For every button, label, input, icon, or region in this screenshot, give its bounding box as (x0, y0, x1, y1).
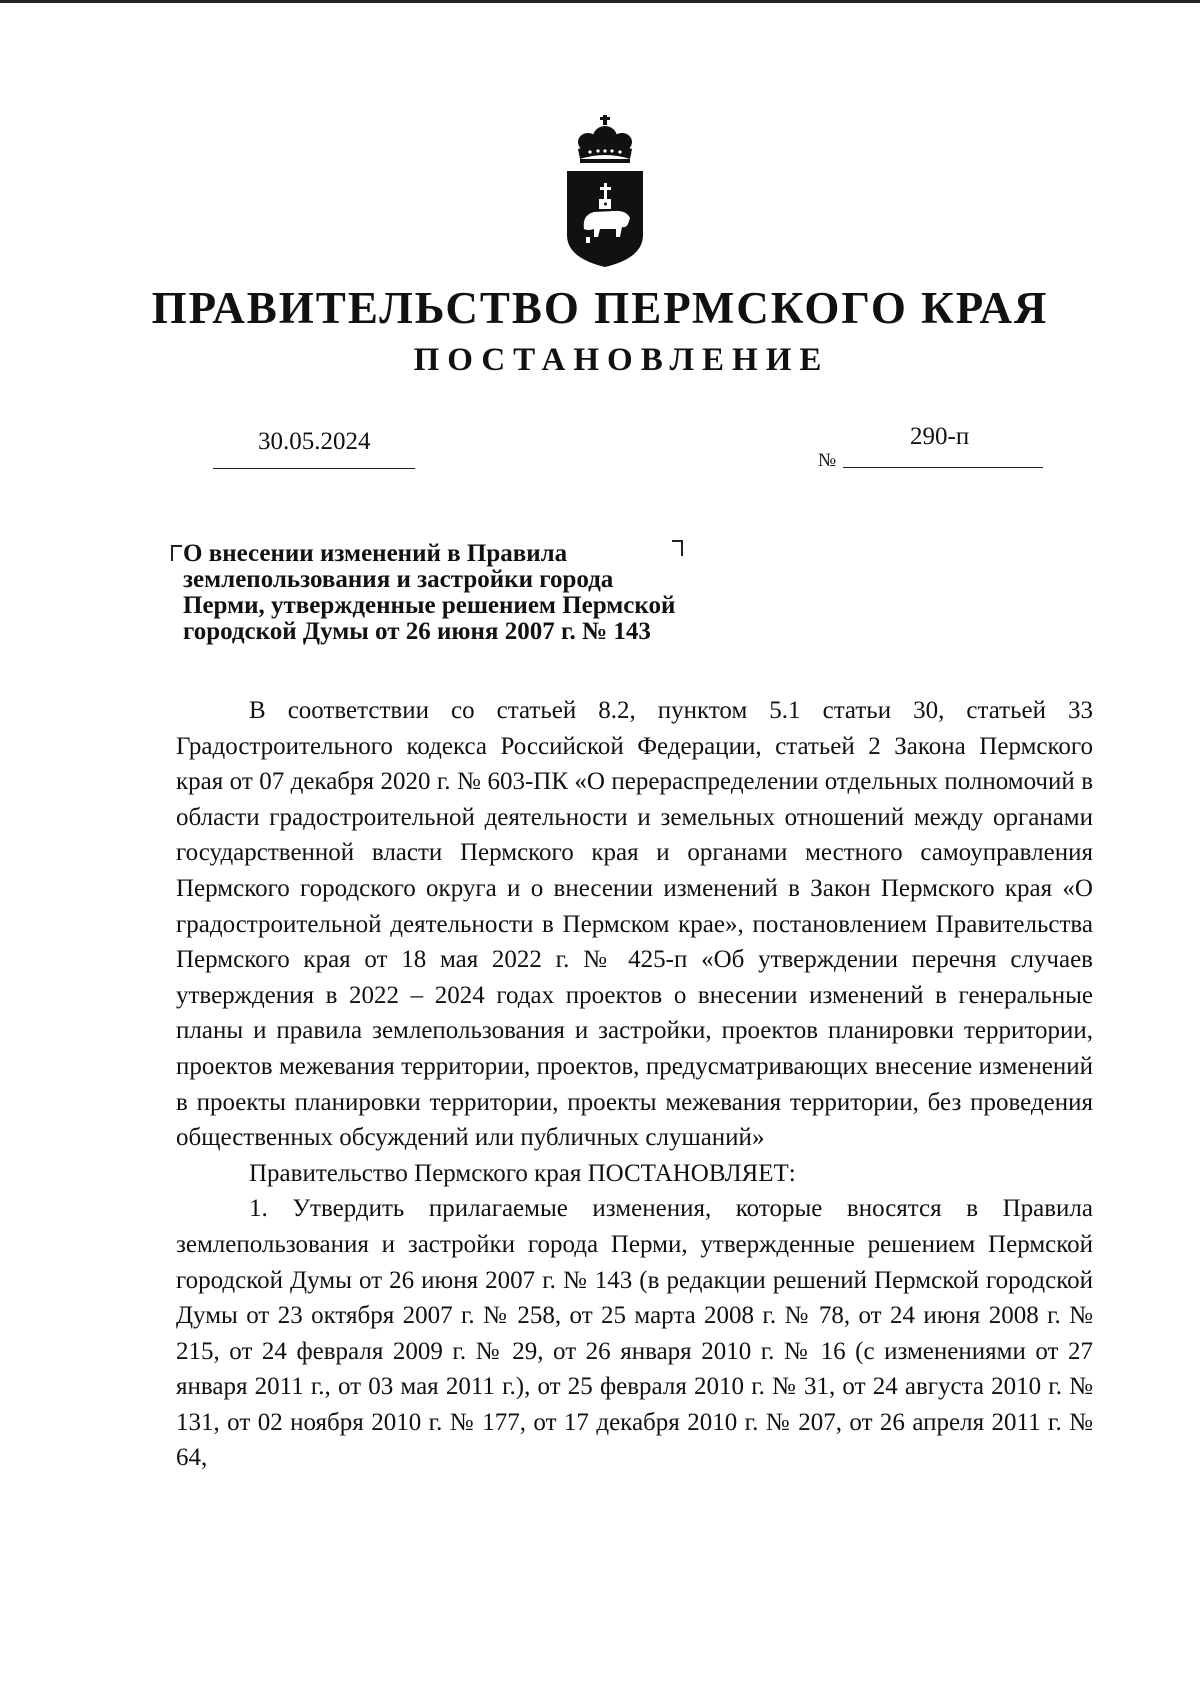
subject-bracket-left (171, 545, 182, 561)
coat-of-arms-icon (560, 115, 650, 270)
subject-line: землепользования и застройки города (183, 566, 614, 593)
document-body (176, 693, 1093, 1476)
subject-line: О внесении изменений в Правила (183, 540, 568, 567)
subject-line: городской Думы от 26 июня 2007 г. № 143 (183, 618, 651, 645)
document-date: 30.05.2024 (258, 428, 371, 455)
scan-top-edge (0, 0, 1200, 3)
organization-title: ПРАВИТЕЛЬСТВО ПЕРМСКОГО КРАЯ (151, 283, 1049, 333)
date-underline (213, 468, 415, 469)
number-underline (843, 467, 1043, 468)
body-paragraph-preamble: В соответствии со статьей 8.2, пунктом 5.1 статьи 30, статьей 33 Градостроительного кодекса Российской Федерации, статьей 2 Закона Пермского края от 07 декабря 2020 г. № 603-ПК «О перераспределении отдельных полномочий в области градостроительной деятельности и земельных отношений между органами государственной власти Пермского края и органами местного самоуправления Пермского городского округа и о внесении изменений в Закон Пермского края «О градостроительной деятельности в Пермском крае», постановлением Правительства Пермского края от 18 мая 2022 г. № 425-п «Об утверждении перечня случаев утверждения в 2022 – 2024 годах проектов о внесении изменений в генеральные планы и правила землепользования и застройки, проектов планировки территории, проектов межевания территории, проектов, предусматривающих внесение изменений в проекты планировки территории, проекты межевания территории, без проведения общественных обсуждений или публичных слушаний» (176, 697, 1093, 1152)
subject-line: Перми, утвержденные решением Пермской (183, 592, 676, 619)
document-type: ПОСТАНОВЛЕНИЕ (413, 342, 830, 378)
document-number: 290-п (910, 423, 970, 450)
document-subject (183, 541, 783, 645)
body-paragraph-item-1: 1. Утвердить прилагаемые изменения, которые вносятся в Правила землепользования и застройки города Перми, утвержденные решением Пермской городской Думы от 26 июня 2007 г. № 143 (в редакции решений Пермской городской Думы от 23 октября 2007 г. № 258, от 25 марта 2008 г. № 78, от 24 июня 2008 г. № 215, от 24 февраля 2009 г. № 29, от 26 января 2010 г. № 16 (с изменениями от 27 января 2011 г., от 03 мая 2011 г.), от 25 февраля 2010 г. № 31, от 24 августа 2010 г. № 131, от 02 ноября 2010 г. № 177, от 17 декабря 2010 г. № 207, от 26 апреля 2011 г. № 64, (176, 1195, 1093, 1472)
body-paragraph-resolves: Правительство Пермского края ПОСТАНОВЛЯЕТ: (249, 1159, 796, 1187)
number-sign: № (818, 450, 837, 471)
